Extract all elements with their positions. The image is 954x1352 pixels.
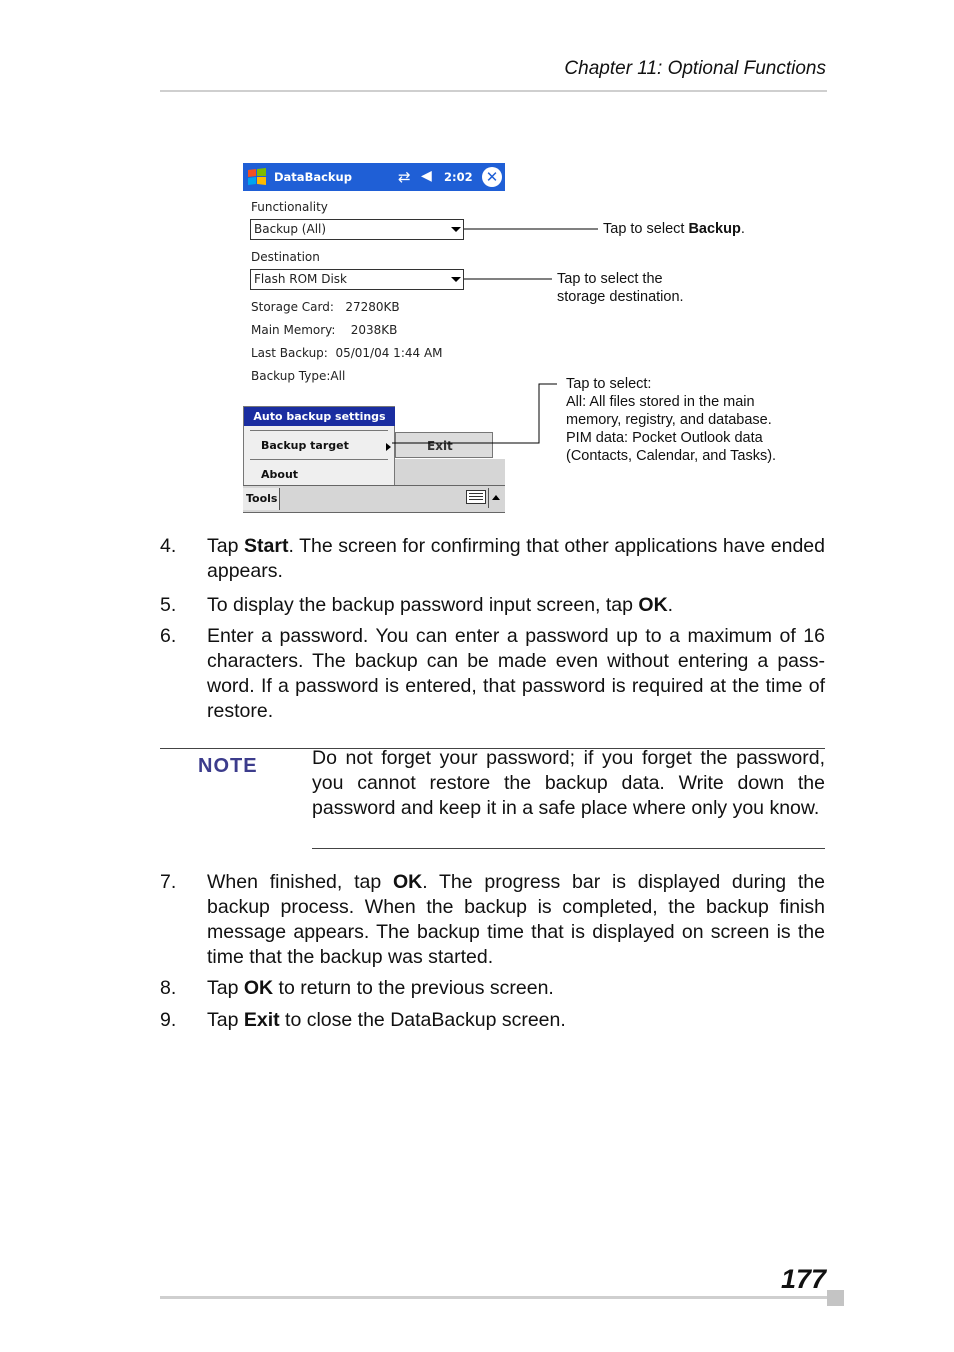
step-bold: Start	[244, 535, 289, 557]
callout-bold: Backup	[688, 221, 741, 237]
step-bold: OK	[392, 871, 423, 893]
step-text-part: . The screen for confirming that other applications have ended appears.	[207, 535, 825, 582]
callout-backup-target	[566, 375, 776, 465]
main-memory-info: Main Memory: 2038KB	[251, 323, 398, 337]
step-text	[207, 534, 825, 584]
note-bottom-rule	[312, 848, 825, 849]
note-label: NOTE	[198, 755, 258, 777]
menu-item-about[interactable]: About	[261, 468, 299, 481]
destination-label: Destination	[251, 250, 320, 264]
menu-item-backup-target[interactable]: Backup target	[261, 439, 349, 452]
page-number: 177	[780, 1264, 826, 1294]
step-text-part: to close the DataBackup screen.	[279, 1009, 566, 1031]
backup-type-info: Backup Type:All	[251, 369, 346, 383]
menu-item-auto-backup-settings[interactable]: Auto backup settings	[244, 407, 395, 426]
step-text: Enter a password. You can enter a password up to a maximum of 16 characters. The backup can be made even without entering a pass-word. If a password is entered, that password is required at the time of restore.	[207, 625, 825, 722]
storage-card-info: Storage Card: 27280KB	[251, 300, 400, 314]
footer-marker	[827, 1290, 844, 1306]
step-text	[207, 976, 825, 1001]
step-bold: Exit	[243, 1009, 280, 1031]
step-number: 9.	[160, 1009, 177, 1031]
step-text-part: .	[667, 594, 674, 616]
callout-lines	[0, 0, 954, 520]
last-backup-info: Last Backup: 05/01/04 1:44 AM	[251, 346, 443, 360]
callout-destination	[557, 270, 684, 306]
callout-line: Tap to select the	[557, 271, 663, 287]
sync-icon[interactable]: ⇄	[398, 168, 411, 186]
step-bold: OK	[638, 594, 668, 616]
callout-line: memory, registry, and database.	[566, 412, 772, 428]
step-text-part: Tap	[207, 1009, 244, 1031]
step-number: 4.	[160, 535, 177, 557]
chapter-header: Chapter 11: Optional Functions	[564, 58, 826, 79]
step-text	[207, 593, 825, 618]
step-bold: OK	[243, 977, 274, 999]
clock[interactable]: 2:02	[444, 170, 473, 184]
callout-line: Tap to select:	[566, 376, 652, 392]
step-text-part: Tap	[207, 535, 245, 557]
note-text: Do not forget your password; if you forget the password, you cannot restore the backup data. Write down the password and keep it in a safe place where only you know.	[312, 747, 825, 819]
step-text	[207, 1008, 825, 1033]
functionality-label: Functionality	[251, 200, 328, 214]
volume-icon[interactable]: ◀︎	[421, 168, 432, 184]
tools-menu-button[interactable]: Tools	[243, 488, 280, 510]
menu-item-exit[interactable]: Exit	[395, 432, 493, 458]
app-title: DataBackup	[274, 170, 352, 184]
step-number: 8.	[160, 977, 177, 999]
callout-line: (Contacts, Calendar, and Tasks).	[566, 448, 777, 464]
close-icon[interactable]: ✕	[482, 167, 502, 187]
step-text	[207, 870, 825, 970]
callout-line: All: All files stored in the main	[566, 394, 755, 410]
step-text-part: To display the backup password input screen, tap	[207, 594, 639, 616]
callout-text: Tap to select	[603, 221, 689, 237]
footer-rule	[160, 1296, 827, 1299]
step-text-part: to return to the previous screen.	[273, 977, 554, 999]
callout-line: PIM data: Pocket Outlook data	[566, 430, 763, 446]
step-number: 6.	[160, 625, 177, 647]
destination-value: Flash ROM Disk	[254, 272, 347, 286]
step-text-part: . The progress bar is displayed during the backup process. When the backup is completed, the backup finish message appears. The backup time that is displayed on screen is the time that the backup was started.	[207, 871, 825, 968]
step-number: 7.	[160, 871, 177, 893]
step-number: 5.	[160, 594, 177, 616]
step-text-part: Tap	[207, 977, 244, 999]
step-text-part: When finished, tap	[207, 871, 393, 893]
callout-line: storage destination.	[557, 289, 684, 305]
callout-functionality	[603, 220, 745, 238]
functionality-value: Backup (All)	[254, 222, 327, 236]
callout-text: .	[740, 221, 745, 237]
